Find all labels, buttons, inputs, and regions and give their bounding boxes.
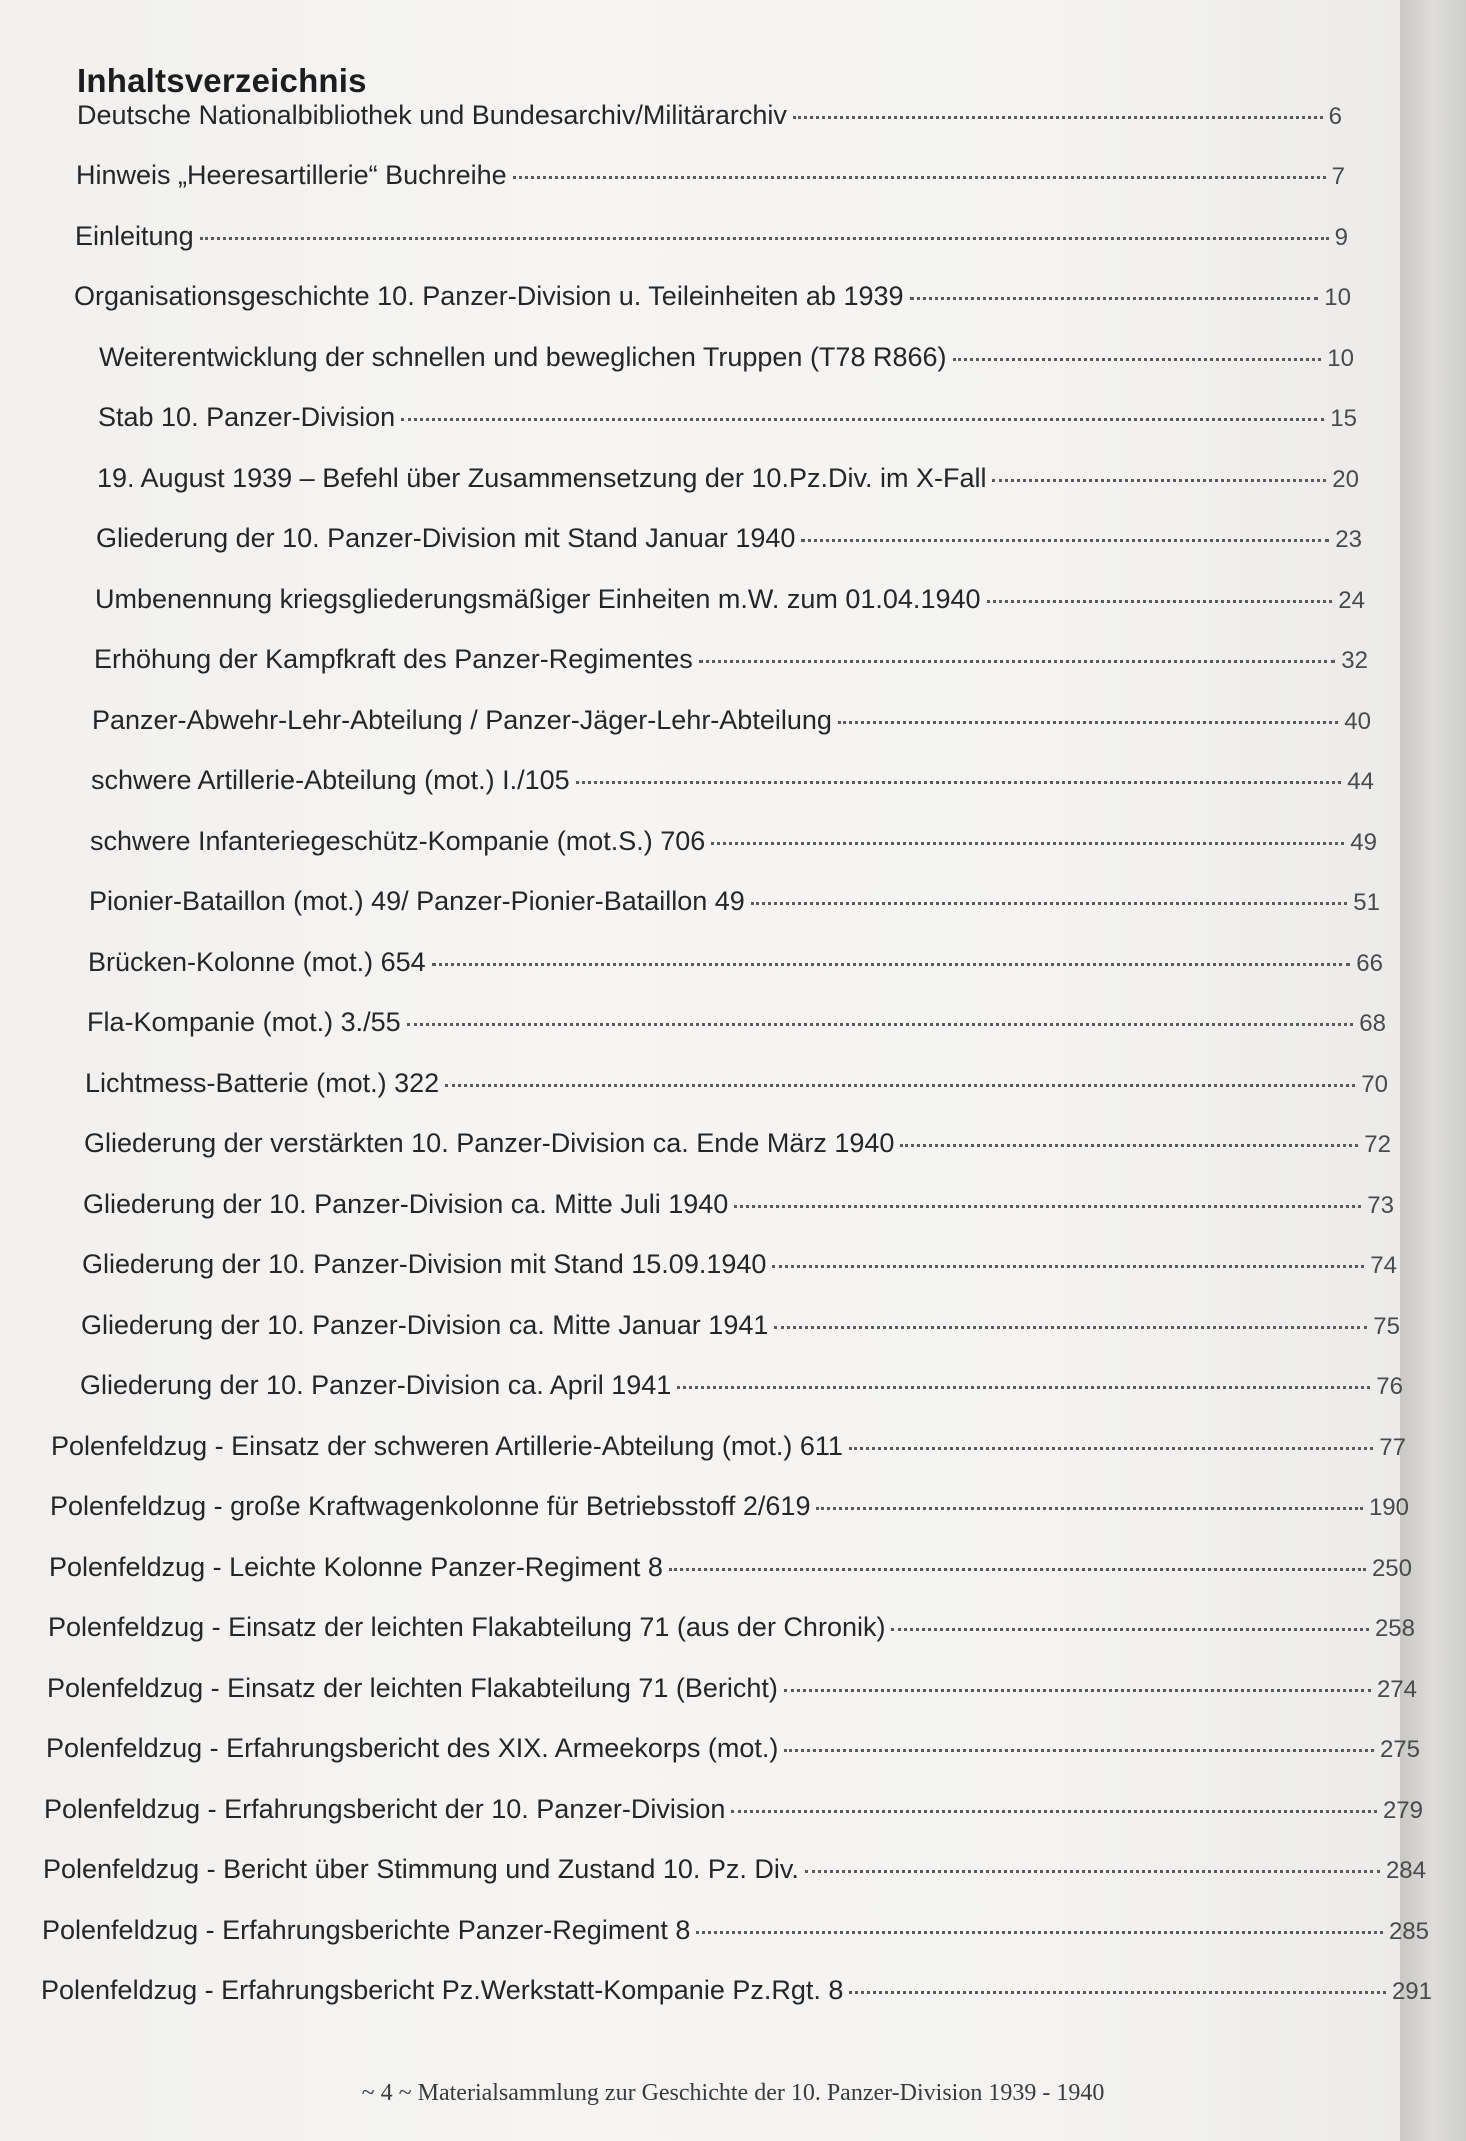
toc-dot-leader [711,842,1344,845]
toc-entry-page-number: 7 [1331,163,1345,190]
toc-dot-leader [849,1447,1373,1450]
toc-entry-page-number: 73 [1367,1192,1394,1219]
toc-entry [46,1733,1420,1773]
toc-entry-label: Gliederung der 10. Panzer-Division mit Stand Januar 1940 [96,523,796,553]
toc-entry-label: Polenfeldzug - Leichte Kolonne Panzer-Regiment 8 [49,1552,663,1582]
toc-dot-leader [677,1386,1370,1389]
toc-entry-page-number: 44 [1347,768,1374,795]
toc-entry [44,1794,1423,1834]
toc-entry-label: Polenfeldzug - Erfahrungsbericht der 10. Panzer-Division [44,1794,726,1824]
toc-entry-label: Polenfeldzug - große Kraftwagenkolonne für Betriebsstoff 2/619 [50,1491,811,1521]
toc-entry [98,402,1357,442]
toc-entry-page-number: 51 [1353,889,1380,916]
toc-entry-page-number: 49 [1350,829,1377,856]
toc-entry [88,947,1383,987]
toc-entry-page-number: 75 [1373,1313,1400,1340]
toc-dot-leader [793,116,1323,119]
toc-entry-label: Weiterentwicklung der schnellen und beweglichen Truppen (T78 R866) [99,342,947,372]
toc-dot-leader [513,176,1326,179]
toc-entry-page-number: 15 [1330,405,1357,432]
toc-entry [92,705,1371,745]
toc-dot-leader [784,1749,1374,1752]
toc-dot-leader [731,1810,1377,1813]
toc-dot-leader [816,1507,1362,1510]
toc-entry [87,1007,1386,1047]
toc-entry [51,1431,1406,1471]
toc-entry-label: Fla-Kompanie (mot.) 3./55 [87,1007,401,1037]
toc-entry-page-number: 291 [1391,1978,1432,2005]
toc-entry-label: 19. August 1939 – Befehl über Zusammensetzung der 10.Pz.Div. im X-Fall [97,463,987,493]
toc-entry-page-number: 40 [1344,708,1371,735]
toc-entry-page-number: 74 [1370,1252,1397,1279]
toc-entry [74,281,1351,321]
toc-entry-label: Polenfeldzug - Einsatz der leichten Flakabteilung 71 (Bericht) [47,1673,778,1703]
toc-entry-page-number: 10 [1324,284,1351,311]
toc-dot-leader [849,1991,1386,1994]
toc-entry [97,463,1359,503]
toc-entry-page-number: 9 [1334,224,1348,251]
toc-entry [99,342,1354,382]
toc-dot-leader [432,963,1351,966]
toc-entry-page-number: 285 [1388,1918,1429,1945]
toc-dot-leader [900,1144,1358,1147]
toc-dot-leader [774,1326,1367,1329]
toc-entry [82,1249,1397,1289]
toc-entry-label: Polenfeldzug - Einsatz der schweren Artillerie-Abteilung (mot.) 611 [51,1431,843,1461]
toc-entry [48,1612,1415,1652]
toc-entry-label: Lichtmess-Batterie (mot.) 322 [85,1068,440,1098]
toc-entry-label: Pionier-Bataillon (mot.) 49/ Panzer-Pionier-Bataillon 49 [89,886,745,916]
toc-dot-leader [772,1265,1364,1268]
toc-entry-page-number: 10 [1327,345,1354,372]
toc-entry-label: Gliederung der verstärkten 10. Panzer-Division ca. Ende März 1940 [84,1128,895,1158]
toc-dot-leader [696,1931,1383,1934]
toc-entry-label: Organisationsgeschichte 10. Panzer-Division u. Teileinheiten ab 1939 [74,281,904,311]
toc-entry-page-number: 72 [1364,1131,1391,1158]
toc-dot-leader [200,237,1329,240]
toc-entry-label: Deutsche Nationalbibliothek und Bundesarchiv/Militärarchiv [77,100,787,130]
toc-entry-page-number: 20 [1332,466,1359,493]
toc-entry-label: Gliederung der 10. Panzer-Division ca. Mitte Januar 1941 [81,1310,769,1340]
toc-entry [76,160,1345,200]
toc-entry-label: Stab 10. Panzer-Division [98,402,396,432]
toc-dot-leader [576,781,1342,784]
toc-entry [83,1189,1394,1229]
toc-dot-leader [838,721,1338,724]
toc-entry-label: Polenfeldzug - Einsatz der leichten Flakabteilung 71 (aus der Chronik) [48,1612,886,1642]
toc-entry-label: Brücken-Kolonne (mot.) 654 [88,947,426,977]
toc-entry [75,221,1348,261]
toc-entry-label: Einleitung [75,221,194,251]
toc-entry-page-number: 23 [1335,526,1362,553]
toc-entry [77,100,1342,140]
toc-entry-page-number: 279 [1382,1797,1423,1824]
toc-entry-page-number: 258 [1374,1615,1415,1642]
toc-dot-leader [992,479,1326,482]
toc-entry-page-number: 66 [1356,950,1383,977]
toc-entry-page-number: 190 [1368,1494,1409,1521]
toc-dot-leader [891,1628,1368,1631]
toc-dot-leader [734,1205,1361,1208]
toc-entry-label: schwere Infanteriegeschütz-Kompanie (mot.S.) 706 [90,826,706,856]
toc-entry-page-number: 76 [1376,1373,1403,1400]
toc-entry-page-number: 24 [1338,587,1365,614]
toc-dot-leader [445,1084,1355,1087]
toc-entry-page-number: 284 [1385,1857,1426,1884]
toc-dot-leader [801,539,1329,542]
toc-entry-label: Gliederung der 10. Panzer-Division ca. April 1941 [80,1370,672,1400]
toc-entry [96,523,1362,563]
toc-entry [43,1854,1426,1894]
toc-entry-page-number: 77 [1379,1434,1406,1461]
toc-dot-leader [784,1689,1371,1692]
toc-dot-leader [699,660,1335,663]
toc-entry [89,886,1380,926]
toc-entry-page-number: 6 [1328,103,1342,130]
toc-dot-leader [401,418,1324,421]
toc-entry-label: Umbenennung kriegsgliederungsmäßiger Einheiten m.W. zum 01.04.1940 [95,584,981,614]
toc-dot-leader [805,1870,1380,1873]
toc-entry-label: Erhöhung der Kampfkraft des Panzer-Regimentes [94,644,693,674]
toc-entry-label: Polenfeldzug - Erfahrungsberichte Panzer-Regiment 8 [42,1915,691,1945]
toc-dot-leader [751,902,1347,905]
toc-dot-leader [407,1023,1354,1026]
toc-entry [85,1068,1388,1108]
toc-entry-label: Panzer-Abwehr-Lehr-Abteilung / Panzer-Jäger-Lehr-Abteilung [92,705,832,735]
toc-entry-page-number: 275 [1379,1736,1420,1763]
toc-entry-label: Gliederung der 10. Panzer-Division ca. Mitte Juli 1940 [83,1189,729,1219]
toc-title: Inhaltsverzeichnis [77,62,367,99]
toc-entry [91,765,1374,805]
toc-entry [42,1915,1429,1955]
toc-entry [50,1491,1409,1531]
toc-entry-page-number: 70 [1361,1071,1388,1098]
page-footer: ~ 4 ~ Materialsammlung zur Geschichte der 10. Panzer-Division 1939 - 1940 [361,2080,1105,2106]
toc-entry-label: Hinweis „Heeresartillerie“ Buchreihe [76,160,507,190]
toc-dot-leader [910,297,1319,300]
toc-entry [84,1128,1391,1168]
toc-entry [90,826,1377,866]
toc-entry-page-number: 68 [1359,1010,1386,1037]
toc-entry [41,1975,1432,2015]
toc-entry-page-number: 250 [1371,1555,1412,1582]
toc-entry [94,644,1368,684]
toc-entry-label: Polenfeldzug - Erfahrungsbericht Pz.Werkstatt-Kompanie Pz.Rgt. 8 [41,1975,844,2005]
toc-entry [80,1370,1403,1410]
toc-entry [47,1673,1417,1713]
toc-entry-label: Gliederung der 10. Panzer-Division mit Stand 15.09.1940 [82,1249,767,1279]
toc-entry [81,1310,1400,1350]
toc-entry-label: schwere Artillerie-Abteilung (mot.) I./105 [91,765,570,795]
toc-entry [49,1552,1412,1592]
toc-entry-label: Polenfeldzug - Bericht über Stimmung und Zustand 10. Pz. Div. [43,1854,799,1884]
toc-entry-label: Polenfeldzug - Erfahrungsbericht des XIX. Armeekorps (mot.) [46,1733,779,1763]
toc-entry-page-number: 32 [1341,647,1368,674]
toc-dot-leader [987,600,1333,603]
toc-dot-leader [953,358,1322,361]
toc-dot-leader [669,1568,1366,1571]
toc-entry [95,584,1365,624]
toc-entry-page-number: 274 [1376,1676,1417,1703]
